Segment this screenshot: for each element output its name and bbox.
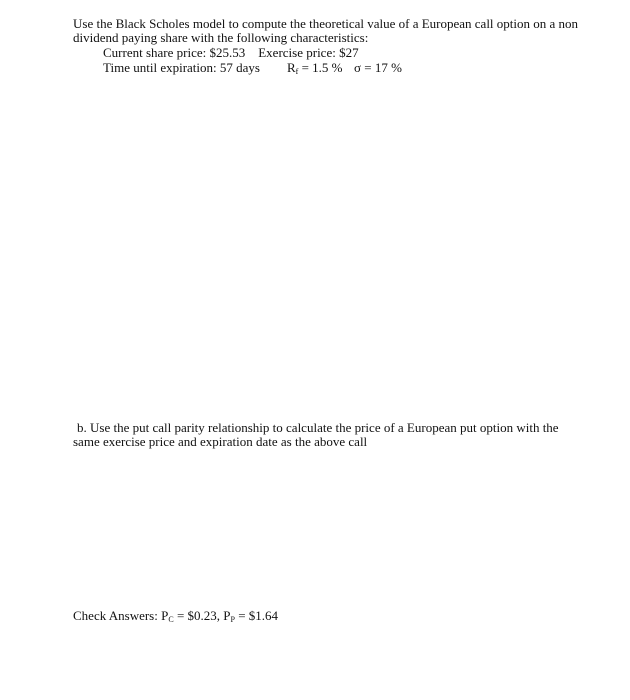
rf-subscript: f: [295, 67, 299, 76]
check-answers: [73, 608, 278, 624]
question-a-intro-line-2: dividend paying share with the following characteristics:: [73, 30, 369, 45]
rf-symbol: R: [287, 60, 296, 75]
pp-symbol: P: [223, 608, 231, 623]
time-to-expiration: Time until expiration: 57 days: [103, 60, 260, 75]
volatility: σ = 17 %: [354, 60, 402, 75]
question-b-line-2: same exercise price and expiration date as the above call: [73, 434, 368, 449]
rf-value: = 1.5 %: [298, 60, 343, 75]
share-price: Current share price: $25.53: [103, 45, 246, 60]
pp-value: = $1.64: [234, 608, 279, 623]
question-a-intro-line-1: Use the Black Scholes model to compute the theoretical value of a European call option on a non: [73, 16, 579, 31]
characteristics-row-2: [103, 60, 260, 76]
check-answers-label: Check Answers:: [73, 608, 162, 623]
characteristics-row-1: [103, 45, 359, 61]
exercise-price: Exercise price: $27: [258, 45, 359, 60]
question-b-line-1: b. Use the put call parity relationship to calculate the price of a European put option with the: [77, 420, 559, 435]
pc-value: = $0.23,: [173, 608, 224, 623]
pp-subscript: P: [230, 615, 235, 624]
risk-free-rate: [287, 60, 343, 76]
pc-symbol: P: [161, 608, 169, 623]
pc-subscript: C: [168, 615, 174, 624]
